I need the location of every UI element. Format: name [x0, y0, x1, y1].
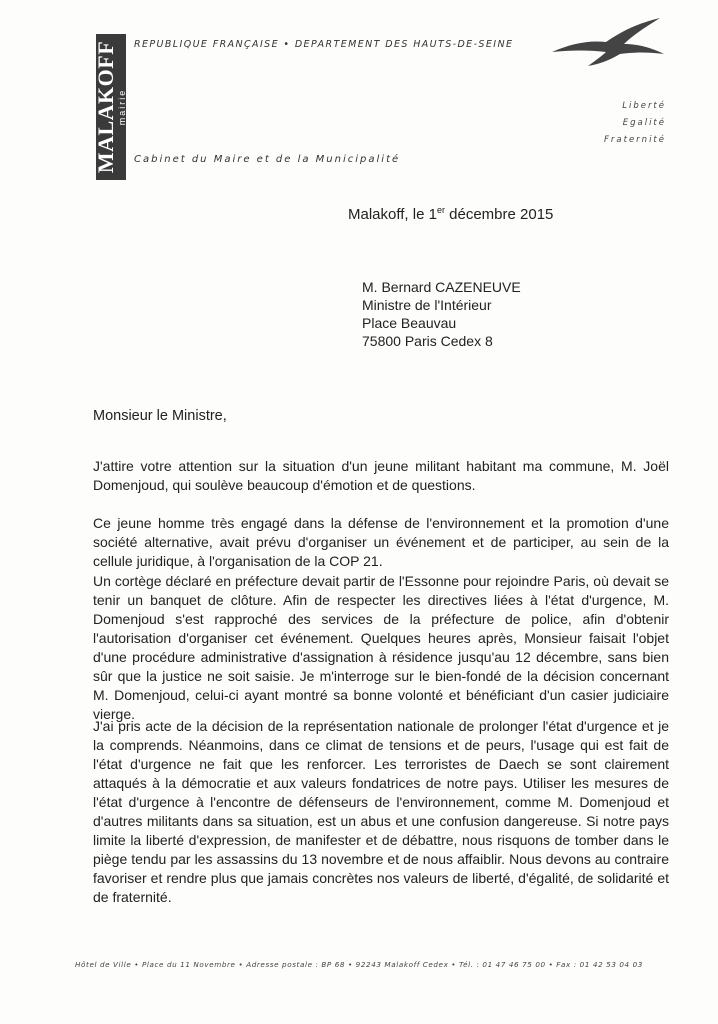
recipient-city: 75800 Paris Cedex 8	[362, 333, 493, 349]
recipient-title: Ministre de l'Intérieur	[362, 297, 492, 313]
swallow-bird-icon	[548, 14, 668, 70]
recipient-address	[362, 278, 521, 350]
paragraph-4: J'ai pris acte de la décision de la représentation nationale de prolonger l'état d'urgence et je la comprends. Néanmoins, dans ce climat de tensions et de peurs, l'usage qui est fait de l'état d'urgence ne fait que les renforcer. Les terroristes de Daech se sont clairement attaqués à la démocratie et aux valeurs fondatrices de notre pays. Utiliser les mesures de l'état d'urgence à l'encontre de défenseurs de l'environnement, comme M. Domenjoud et d'autres militants dans sa situation, est un abus et une confusion dangereuse. Si notre pays limite la liberté d'expression, de manifester et de débattre, nous risquons de tomber dans le piège tendu par les assassins du 13 novembre et de nous affaiblir. Nous devons au contraire favoriser et rendre plus que jamais concrètes nos valeurs de liberté, d'égalité, de solidarité et de fraternité.	[93, 718, 669, 905]
paragraph-1: J'attire votre attention sur la situation d'un jeune militant habitant ma commune, M. Joël Domenjoud, qui soulève beaucoup d'émotion et de questions.	[93, 458, 669, 493]
republic-motto	[604, 98, 666, 149]
cabinet-header: Cabinet du Maire et de la Municipalité	[134, 154, 401, 165]
recipient-name: M. Bernard CAZENEUVE	[362, 279, 521, 295]
paragraph-2: Ce jeune homme très engagé dans la défense de l'environnement et la promotion d'une société alternative, avait prévu d'organiser un événement et de participer, au sein de la cellule juridique, à l'organisation de la COP 21.	[93, 515, 669, 569]
motto-fraternite: Fraternité	[604, 135, 666, 145]
paragraph-3: Un cortège déclaré en préfecture devait partir de l'Essonne pour rejoindre Paris, où devait se tenir un banquet de clôture. Afin de respecter les directives liées à l'état d'urgence, M. Domenjoud s'est rapproché des services de la préfecture de police, afin d'obtenir l'autorisation d'organiser cet événement. Quelques heures après, Monsieur faisait l'objet d'une procédure administrative d'assignation à résidence jusqu'au 12 décembre, sans bien sûr que la justice ne soit saisie. Je m'interroge sur le bien-fondé de la décision concernant M. Domenjoud, celui-ci ayant montré sa bonne volonté et bénéficiant d'un casier judiciaire vierge.	[93, 573, 669, 722]
motto-egalite: Egalité	[622, 118, 666, 128]
logo-main-text: MALAKOFF	[93, 40, 119, 174]
recipient-street: Place Beauvau	[362, 315, 457, 331]
salutation: Monsieur le Ministre,	[93, 408, 227, 424]
logo-sub-text: mairie	[117, 88, 128, 126]
letter-date: Malakoff, le 1er décembre 2015	[348, 205, 554, 223]
republic-header: REPUBLIQUE FRANÇAISE • DEPARTEMENT DES HAUTS-DE-SEINE	[134, 39, 514, 50]
malakoff-logo	[93, 34, 128, 180]
motto-liberte: Liberté	[622, 101, 666, 111]
footer-address: Hôtel de Ville • Place du 11 Novembre • Adresse postale : BP 68 • 92243 Malakoff Cedex • Tél. : 01 47 46 75 00 • Fax : 01 42 53 04 03	[75, 960, 643, 969]
